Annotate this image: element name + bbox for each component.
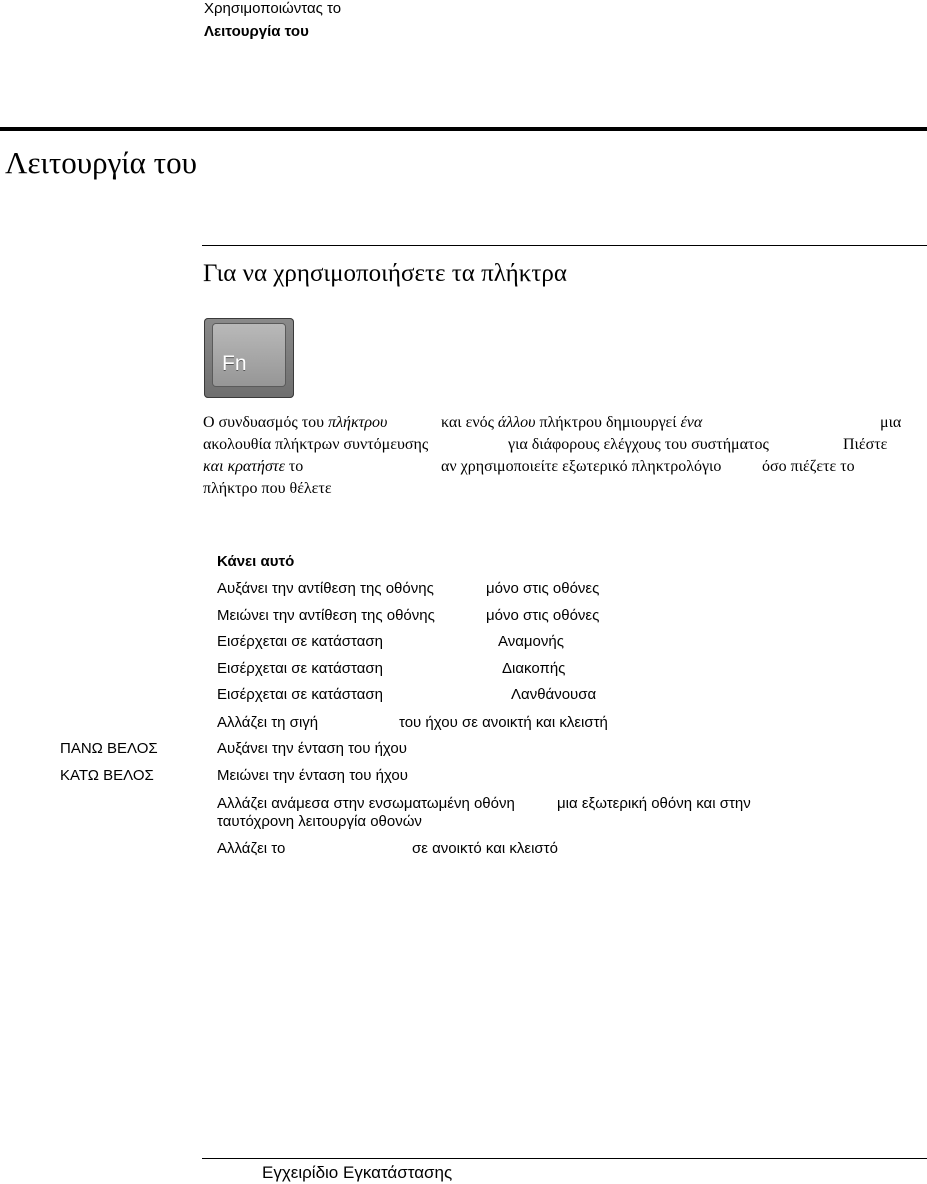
running-header-title: Λειτουργία του bbox=[204, 23, 309, 40]
paragraph-line-2b: για διάφορους ελέγχους του συστήματος bbox=[508, 436, 769, 453]
paragraph-line-1c: μια bbox=[880, 414, 902, 431]
para-text-italic: πλήκτρου bbox=[328, 414, 388, 431]
para-text-italic: ένα bbox=[680, 414, 703, 431]
para-text: και ενός bbox=[441, 414, 498, 431]
para-text: πλήκτρου δημιουργεί bbox=[539, 414, 681, 431]
fn-key-label: Fn bbox=[222, 352, 247, 375]
section-rule bbox=[202, 245, 927, 246]
table-row-key: ΚΑΤΩ ΒΕΛΟΣ bbox=[60, 767, 154, 784]
table-row-note: μόνο στις οθόνες bbox=[486, 607, 600, 624]
paragraph-line-2c: Πιέστε bbox=[843, 436, 888, 453]
paragraph-line-2: ακολουθία πλήκτρων συντόμευσης bbox=[203, 436, 429, 453]
table-row-action: Μειώνει την αντίθεση της οθόνης bbox=[217, 607, 435, 624]
table-row-note: Διακοπής bbox=[502, 660, 566, 677]
paragraph-line-3c: αν χρησιμοποιείτε εξωτερικό πληκτρολόγιο bbox=[441, 458, 722, 475]
table-row-action: Εισέρχεται σε κατάσταση bbox=[217, 660, 383, 677]
table-row-action: Αλλάζει τη σιγή bbox=[217, 714, 319, 731]
para-text-italic: άλλου bbox=[497, 414, 536, 431]
section-title: Για να χρησιμοποιήσετε τα πλήκτρα bbox=[203, 260, 567, 287]
running-header-subtitle: Χρησιμοποιώντας το bbox=[204, 0, 342, 17]
paragraph-line-3d: όσο πιέζετε το bbox=[762, 458, 855, 475]
table-row-action: Αλλάζει ανάμεσα στην ενσωματωμένη οθόνη bbox=[217, 795, 515, 812]
paragraph-line-3 bbox=[203, 456, 303, 478]
table-row-note: Λανθάνουσα bbox=[511, 686, 597, 703]
paragraph-line-1 bbox=[203, 412, 387, 434]
table-row-action: Αυξάνει την αντίθεση της οθόνης bbox=[217, 580, 434, 597]
table-row-note: Αναμονής bbox=[498, 633, 564, 650]
table-row-note: σε ανοικτό και κλειστό bbox=[412, 840, 558, 857]
chapter-title: Λειτουργία του bbox=[5, 145, 197, 180]
paragraph-line-4: πλήκτρο που θέλετε bbox=[203, 480, 332, 497]
table-row-action: Αυξάνει την ένταση του ήχου bbox=[217, 740, 407, 757]
table-row-action-continued: ταυτόχρονη λειτουργία οθονών bbox=[217, 813, 422, 830]
paragraph-line-1b bbox=[441, 412, 702, 434]
table-header-action: Κάνει αυτό bbox=[217, 553, 295, 570]
footer-rule bbox=[202, 1158, 927, 1159]
table-row-action: Εισέρχεται σε κατάσταση bbox=[217, 633, 383, 650]
footer-text: Εγχειρίδιο Εγκατάστασης bbox=[262, 1163, 453, 1182]
top-rule bbox=[0, 127, 927, 131]
table-row-action: Αλλάζει το bbox=[217, 840, 286, 857]
table-row-note: του ήχου σε ανοικτή και κλειστή bbox=[399, 714, 608, 731]
table-row-note: μια εξωτερική οθόνη και στην bbox=[557, 795, 751, 812]
table-row-key: ΠΑΝΩ ΒΕΛΟΣ bbox=[60, 740, 158, 757]
para-text-italic: και κρατήστε bbox=[203, 458, 285, 475]
table-row-note: μόνο στις οθόνες bbox=[486, 580, 600, 597]
fn-key-icon bbox=[204, 318, 294, 398]
table-row-action: Εισέρχεται σε κατάσταση bbox=[217, 686, 383, 703]
para-text: το bbox=[288, 458, 304, 475]
table-row-action: Μειώνει την ένταση του ήχου bbox=[217, 767, 408, 784]
para-text: Ο συνδυασμός του bbox=[203, 414, 329, 431]
